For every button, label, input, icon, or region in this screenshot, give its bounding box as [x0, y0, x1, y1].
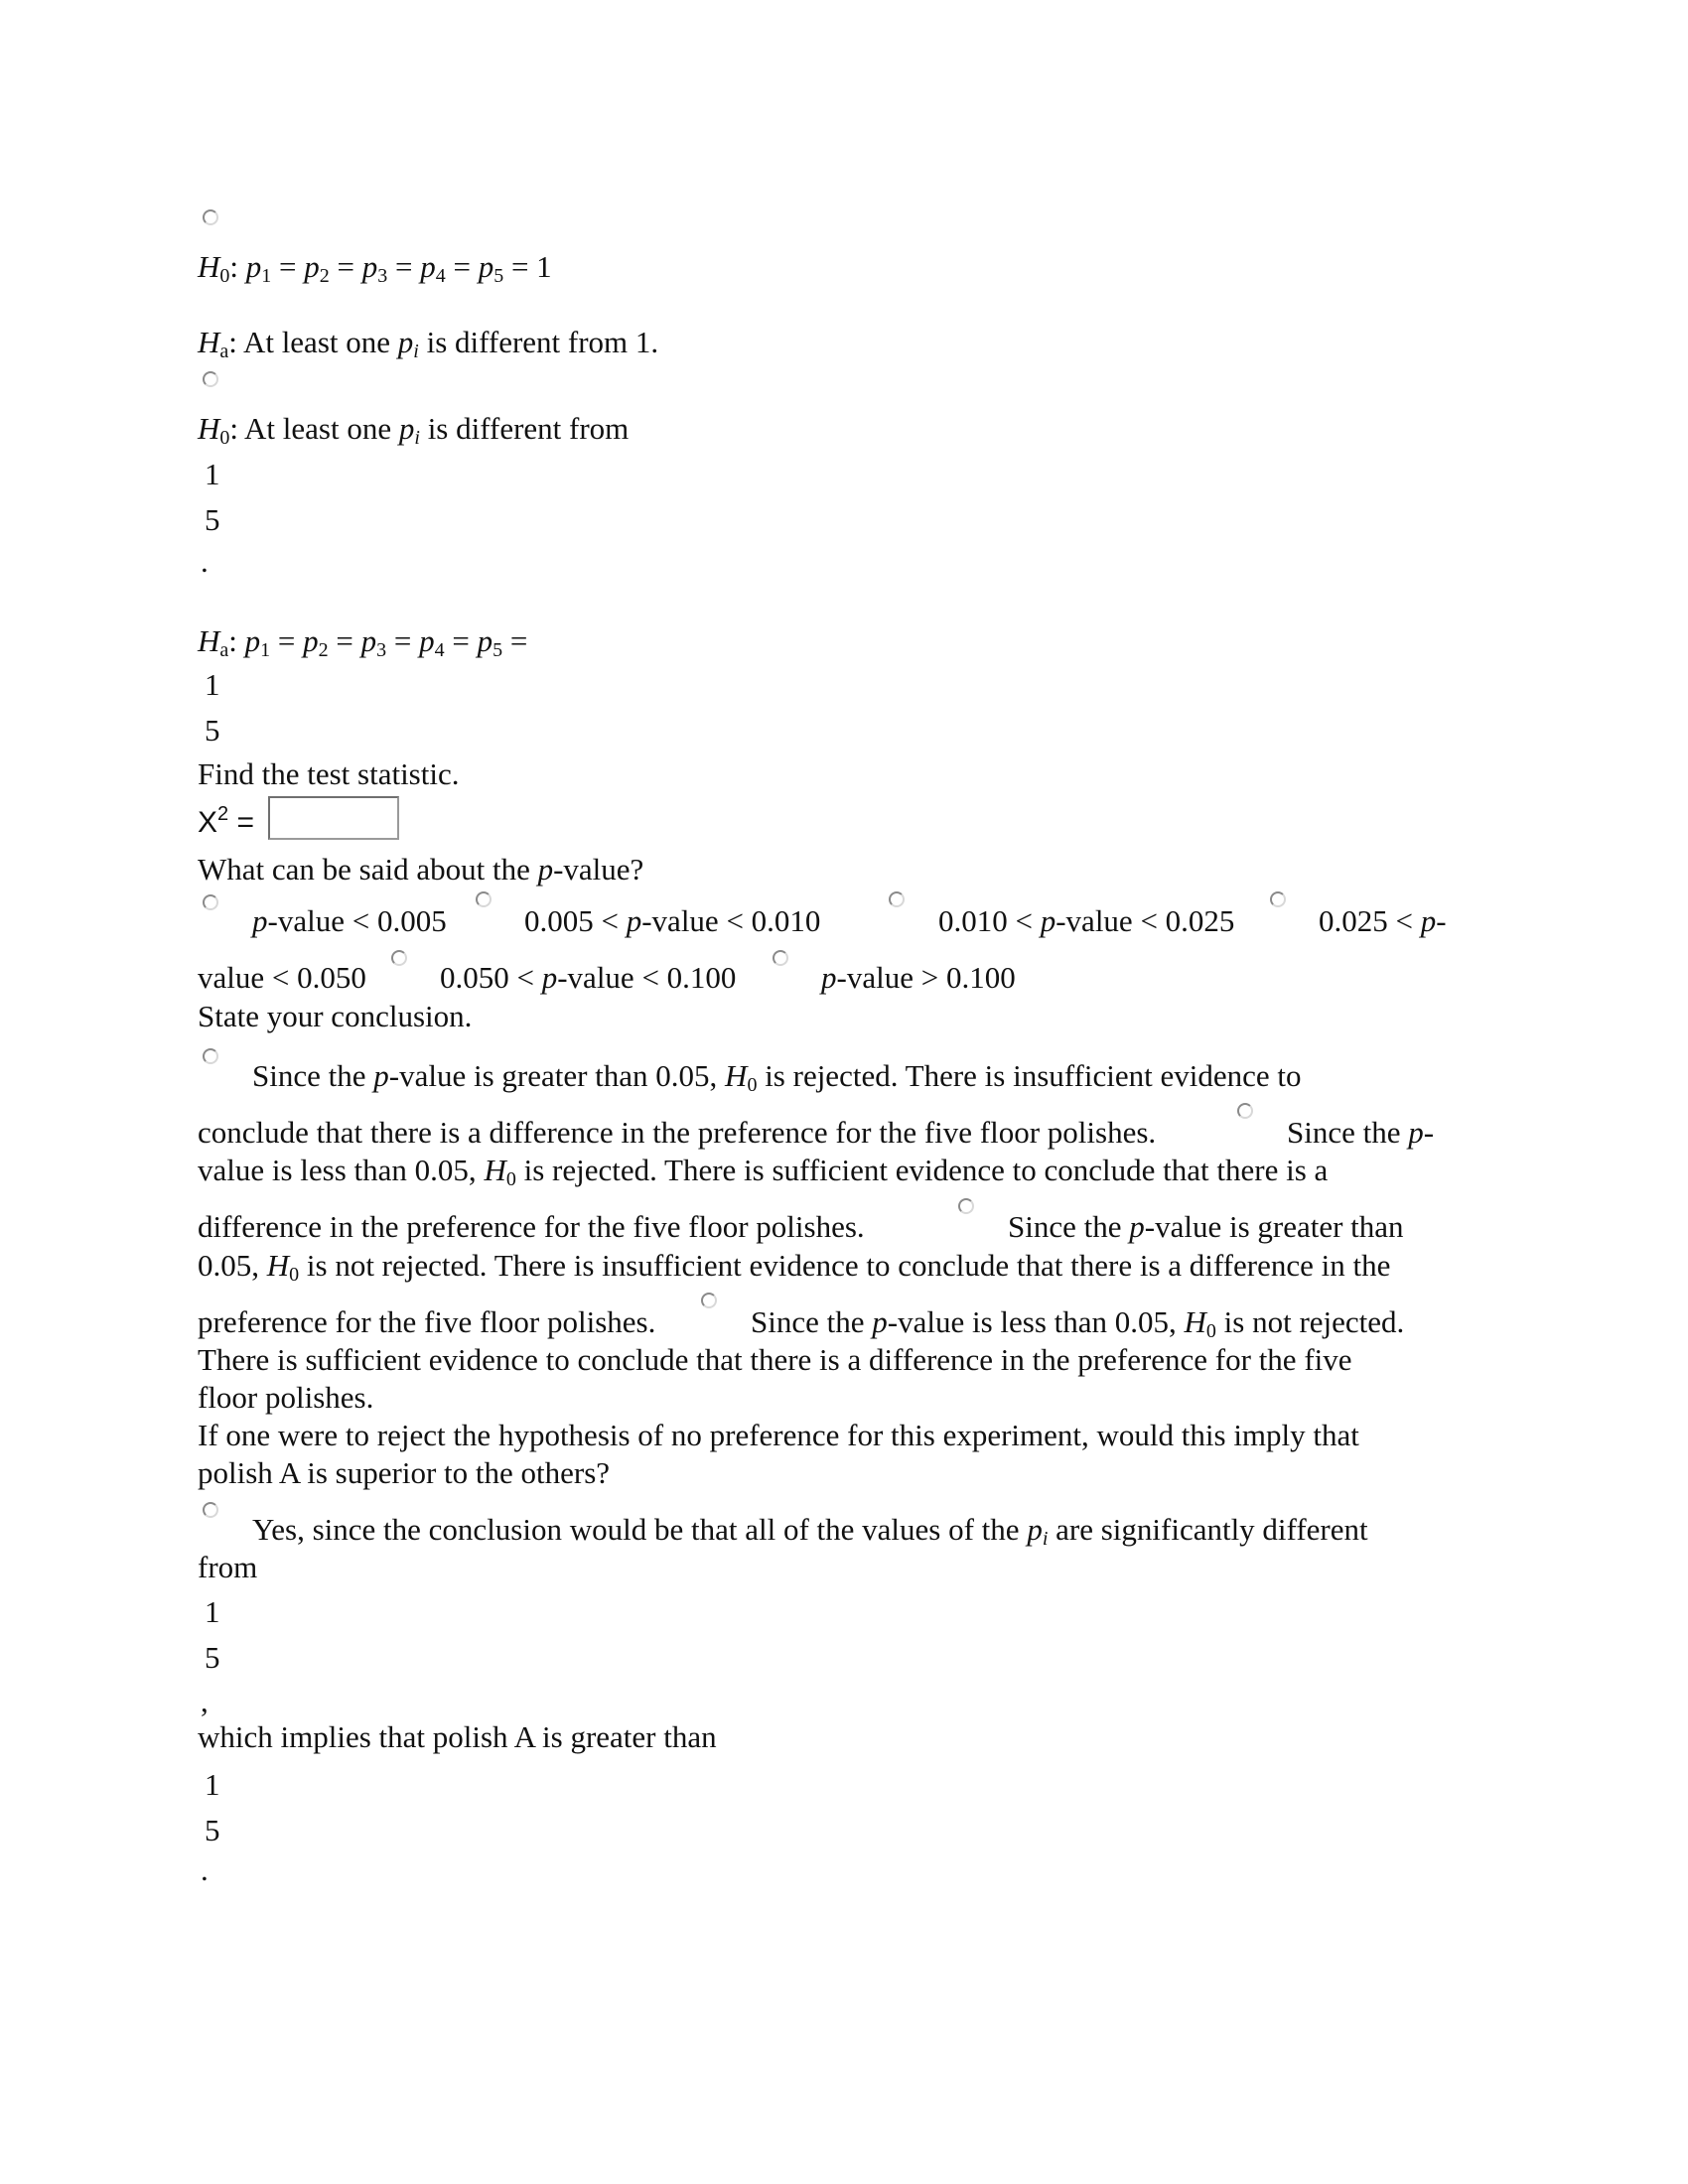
implication-option-1-line1: Yes, since the conclusion would be that all of the values of the $p_i$ are significantly different: [252, 1512, 1368, 1550]
pvalue-option-5: 0.050 < p-value < 0.100: [440, 960, 737, 995]
hypothesis-option-2-radio[interactable]: [203, 371, 218, 387]
pvalue-option-3-radio[interactable]: [889, 891, 905, 907]
hypothesis-2-alt: $H_a$: $p_1 = p_2 = p_3 = p_4 = p_5$ =: [198, 623, 528, 661]
conclusion-option-2-line2: value is less than 0.05, $H_0$ is rejected. There is sufficient evidence to conclude that there is a: [198, 1153, 1329, 1190]
pvalue-option-1-radio[interactable]: [203, 894, 218, 910]
implication-question-line1: If one were to reject the hypothesis of no preference for this experiment, would this imply that: [198, 1418, 1359, 1452]
conclusion-option-4-line3: floor polishes.: [198, 1380, 374, 1415]
fraction-denominator: 5: [205, 1813, 220, 1847]
chi-square-label: $X^2$ =: [198, 803, 255, 839]
conclusion-option-3-line2: 0.05, $H_0$ is not rejected. There is insufficient evidence to conclude that there is a difference in the: [198, 1248, 1391, 1286]
hypothesis-1-alt: $H_a$: At least one $p_i$ is different from 1.: [198, 325, 659, 362]
pvalue-option-4-radio[interactable]: [1270, 891, 1286, 907]
hypothesis-option-1-radio[interactable]: [203, 209, 218, 225]
conclusion-option-2-line1: Since the p-: [1287, 1115, 1435, 1150]
period: .: [201, 1852, 209, 1887]
period: .: [201, 544, 209, 579]
fraction-denominator: 5: [205, 1640, 220, 1675]
conclusion-option-4-line2: There is sufficient evidence to conclude that there is a difference in the preference for the five: [198, 1342, 1352, 1377]
conclusion-option-2-radio[interactable]: [1237, 1103, 1253, 1119]
fraction-numerator: 1: [205, 1767, 220, 1802]
fraction-numerator: 1: [205, 457, 220, 491]
pvalue-option-1: p-value < 0.005: [252, 903, 447, 938]
test-statistic-prompt: Find the test statistic.: [198, 756, 460, 791]
conclusion-option-4-radio[interactable]: [701, 1293, 717, 1308]
pvalue-prompt: What can be said about the p-value?: [198, 852, 644, 887]
fraction-denominator: 5: [205, 502, 220, 537]
pvalue-option-4-part2: value < 0.050: [198, 960, 366, 995]
comma: ,: [201, 1684, 209, 1718]
pvalue-option-2: 0.005 < p-value < 0.010: [524, 903, 821, 938]
fraction-numerator: 1: [205, 667, 220, 702]
implication-option-1-line2: from: [198, 1550, 258, 1584]
conclusion-option-3-radio[interactable]: [958, 1198, 974, 1214]
hypothesis-1-null: $H_0$: $p_1 = p_2 = p_3 = p_4 = p_5 = 1$: [198, 249, 552, 287]
implication-option-1-line3: which implies that polish A is greater than: [198, 1719, 717, 1754]
implication-option-1-radio[interactable]: [203, 1502, 218, 1518]
pvalue-option-2-radio[interactable]: [476, 891, 492, 907]
pvalue-option-6: p-value > 0.100: [821, 960, 1016, 995]
pvalue-option-4-part1: 0.025 < p-: [1319, 903, 1447, 938]
test-statistic-input[interactable]: [268, 796, 399, 840]
pvalue-option-6-radio[interactable]: [773, 950, 788, 966]
hypothesis-2-null: $H_0$: At least one $p_i$ is different from: [198, 411, 630, 449]
conclusion-option-3-line1: Since the p-value is greater than: [1008, 1209, 1404, 1244]
pvalue-option-5-radio[interactable]: [391, 950, 407, 966]
pvalue-option-3: 0.010 < p-value < 0.025: [938, 903, 1235, 938]
fraction-denominator: 5: [205, 713, 220, 748]
implication-question-line2: polish A is superior to the others?: [198, 1455, 611, 1490]
conclusion-option-1-radio[interactable]: [203, 1048, 218, 1064]
conclusion-option-2-line3: difference in the preference for the five floor polishes.: [198, 1209, 865, 1244]
conclusion-prompt: State your conclusion.: [198, 999, 473, 1033]
conclusion-option-4-line1: Since the p-value is less than 0.05, $H_0$ is not rejected.: [751, 1304, 1405, 1342]
fraction-numerator: 1: [205, 1594, 220, 1629]
conclusion-option-1-line2: conclude that there is a difference in the preference for the five floor polishes.: [198, 1115, 1157, 1150]
conclusion-option-1-line1: Since the p-value is greater than 0.05, $H_0$ is rejected. There is insufficient evidence to: [252, 1058, 1302, 1096]
conclusion-option-3-line3: preference for the five floor polishes.: [198, 1304, 656, 1339]
